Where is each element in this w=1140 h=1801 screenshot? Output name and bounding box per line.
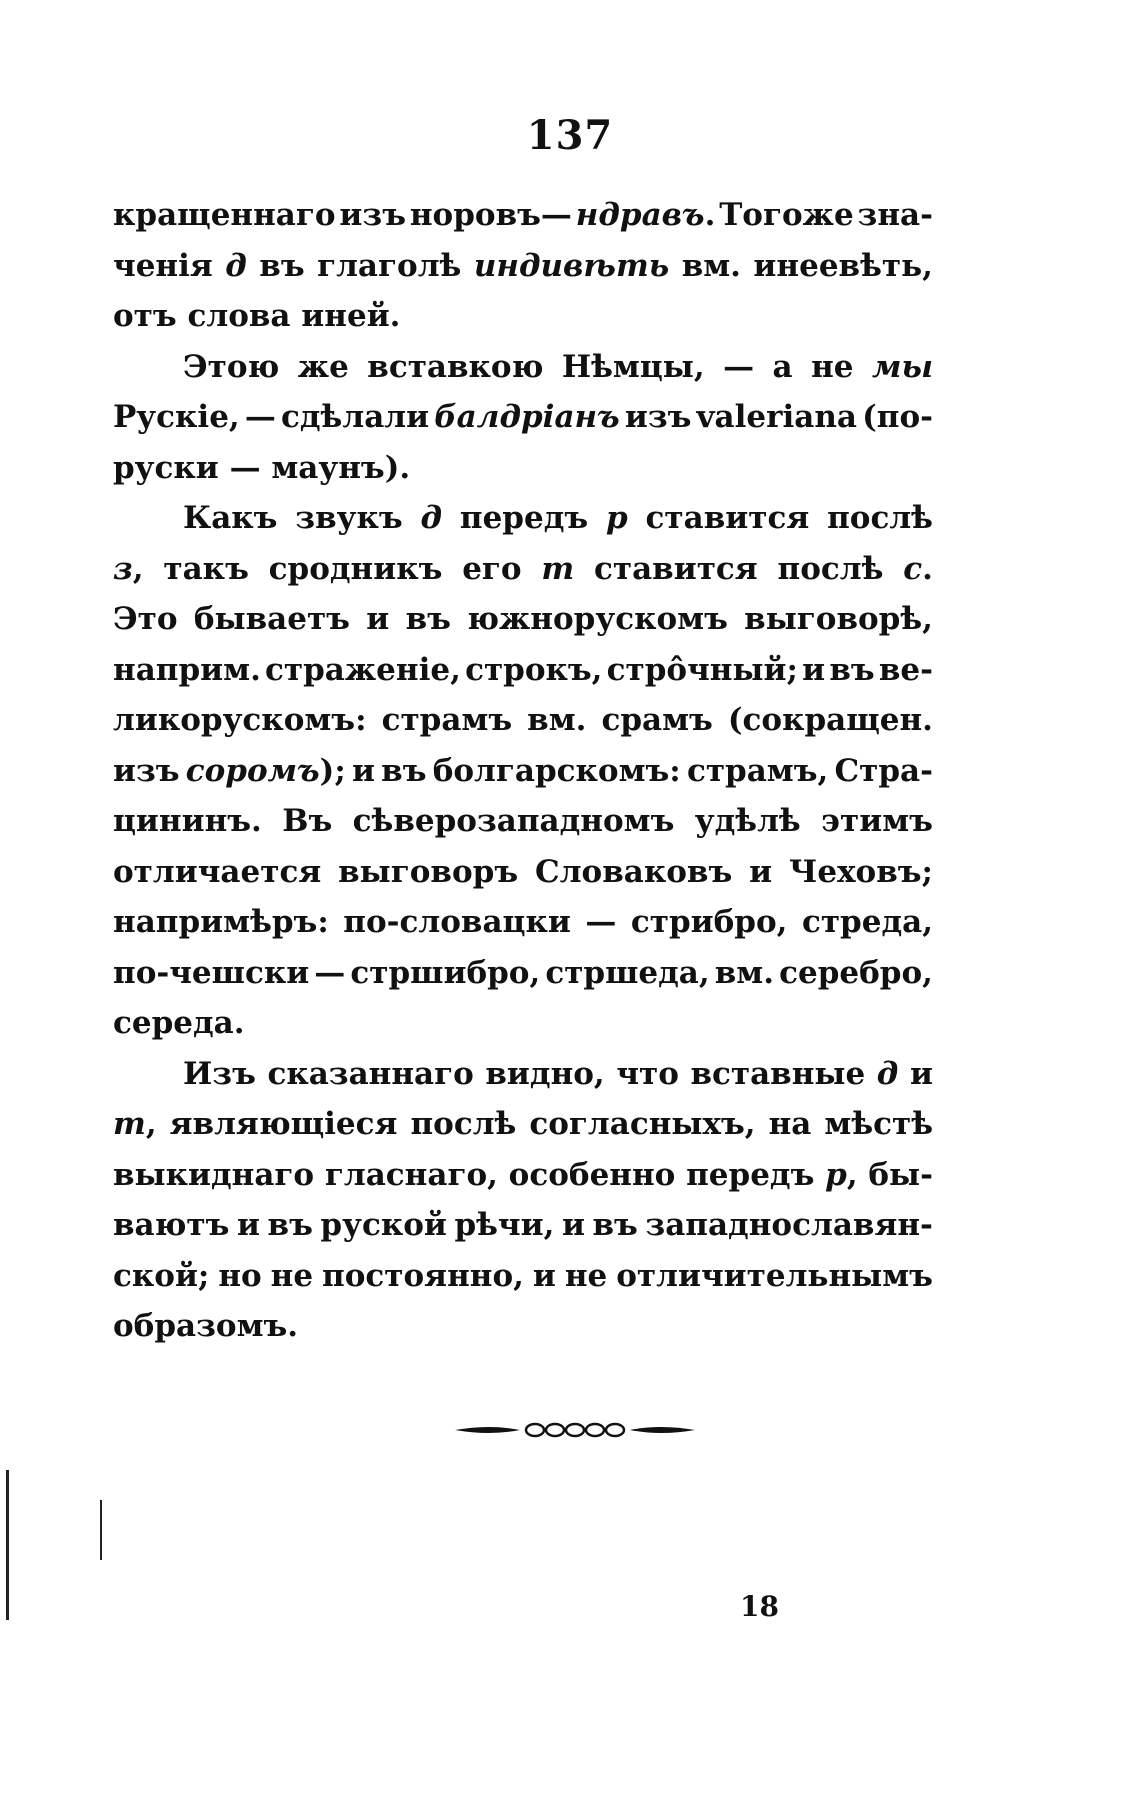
word: особенно xyxy=(508,1156,676,1193)
word: стреда, xyxy=(801,904,933,940)
word: стрибро, xyxy=(630,904,788,940)
word: южнорускомъ xyxy=(467,601,728,637)
word: мѣстѣ xyxy=(824,1106,933,1142)
word: (сокращен. xyxy=(727,702,933,738)
text-line xyxy=(113,1049,933,1100)
word: въ xyxy=(829,651,875,688)
word: не xyxy=(811,348,854,385)
word: глаголѣ xyxy=(317,247,462,284)
word: серебро, xyxy=(779,954,933,991)
word: изъ xyxy=(624,399,692,435)
word: цининъ. xyxy=(113,803,262,839)
word: а xyxy=(772,348,793,385)
word: инеевѣть, xyxy=(753,247,933,284)
word: выговорѣ, xyxy=(744,601,933,637)
word: изъ xyxy=(113,752,180,789)
word: отличительнымъ xyxy=(616,1257,933,1294)
word: норовъ— xyxy=(409,197,572,233)
word: являющіеся xyxy=(169,1106,398,1142)
text-line xyxy=(113,897,933,948)
word: выговоръ xyxy=(338,853,519,890)
word: стрôчный; xyxy=(606,651,798,688)
text-line xyxy=(113,190,933,241)
word: не xyxy=(564,1257,608,1294)
word: valeriana xyxy=(696,399,857,435)
word: видно, xyxy=(485,1055,605,1092)
word: напримѣръ: xyxy=(113,904,329,940)
text-line xyxy=(113,1200,933,1251)
word: — xyxy=(723,348,755,385)
signature-mark: 18 xyxy=(740,1590,779,1623)
word: стршибро, xyxy=(350,954,541,991)
word: Въ xyxy=(282,803,333,839)
word: и xyxy=(749,853,773,890)
word: соромъ); xyxy=(185,752,346,789)
word: Словаковъ xyxy=(535,853,733,890)
word: индивѣть xyxy=(473,247,670,284)
text-line xyxy=(113,796,933,847)
word: послѣ xyxy=(777,550,884,587)
word: гласнаго, xyxy=(324,1156,498,1193)
ornament-divider xyxy=(450,1418,700,1442)
word: такъ xyxy=(163,550,249,587)
word: ваютъ xyxy=(113,1207,230,1243)
word: — xyxy=(585,904,617,940)
word: т xyxy=(541,550,575,587)
word: рѣчи, xyxy=(454,1207,555,1243)
left-edge-mark xyxy=(6,1470,9,1620)
word: — xyxy=(314,954,346,991)
text-line xyxy=(113,695,933,746)
word: Чеховъ; xyxy=(789,853,933,890)
word: з, xyxy=(113,550,144,587)
word: страженіе, xyxy=(265,651,461,688)
word: д xyxy=(225,247,247,284)
word: по-словацки xyxy=(343,904,571,940)
word: Тогоже xyxy=(719,197,854,233)
word: въ xyxy=(267,1207,313,1243)
word: въ xyxy=(381,752,427,789)
text-line xyxy=(113,392,933,443)
text-line xyxy=(113,948,933,999)
word: зна- xyxy=(857,197,933,233)
word: удѣлѣ xyxy=(694,803,801,839)
text-line xyxy=(113,1099,933,1150)
word: мы xyxy=(871,348,933,385)
word: западнославян- xyxy=(645,1207,933,1243)
word: д xyxy=(876,1055,899,1092)
word: и xyxy=(236,1207,260,1243)
word: послѣ xyxy=(410,1106,517,1142)
word: Какъ xyxy=(183,500,278,536)
word: стршеда, xyxy=(545,954,710,991)
word: но xyxy=(218,1257,262,1294)
word: согласныхъ, xyxy=(529,1106,756,1142)
text-line xyxy=(113,1150,933,1201)
word: передъ xyxy=(686,1156,815,1193)
word: не xyxy=(270,1257,314,1294)
word: и xyxy=(802,651,826,688)
word: балдріанъ xyxy=(434,399,620,435)
word: ставится xyxy=(645,500,810,536)
word: на xyxy=(768,1106,812,1142)
word: сѣверозападномъ xyxy=(352,803,675,839)
text-run: отъ слова иней. xyxy=(113,298,401,334)
body-text xyxy=(113,190,933,1352)
word: наприм. xyxy=(113,651,261,688)
text-line xyxy=(113,1251,933,1302)
word: ве- xyxy=(878,651,933,688)
word: и xyxy=(366,601,390,637)
text-line xyxy=(113,493,933,544)
word: и xyxy=(532,1257,556,1294)
text-line xyxy=(113,998,933,1049)
text-line xyxy=(113,645,933,696)
word: и xyxy=(909,1055,933,1092)
word: Стра- xyxy=(834,752,933,789)
word: ченія xyxy=(113,247,213,284)
word: Рускіе, xyxy=(113,399,240,435)
text-line xyxy=(113,342,933,393)
word: (по- xyxy=(862,399,933,435)
word: ставится xyxy=(594,550,758,587)
word: отличается xyxy=(113,853,322,890)
text-line xyxy=(113,746,933,797)
word: д xyxy=(420,500,443,536)
word: въ xyxy=(405,601,451,637)
text-run: середа. xyxy=(113,1005,245,1041)
word: т, xyxy=(113,1106,157,1142)
word: вставкою xyxy=(367,348,544,385)
word: ликорускомъ: xyxy=(113,702,367,738)
word: вм. xyxy=(527,702,587,738)
word: — xyxy=(244,399,276,435)
page-number: 137 xyxy=(526,112,614,159)
word: звукъ xyxy=(295,500,403,536)
word: страмъ, xyxy=(686,752,829,789)
word: же xyxy=(297,348,349,385)
word: сдѣлали xyxy=(281,399,430,435)
word: въ xyxy=(259,247,305,284)
word: Этою xyxy=(183,348,280,385)
word: бы- xyxy=(868,1156,933,1193)
text-line xyxy=(113,241,933,292)
word: строкъ, xyxy=(465,651,603,688)
text-line xyxy=(113,443,933,494)
left-edge-mark-small xyxy=(100,1500,102,1560)
word: бываетъ xyxy=(193,601,350,637)
word: послѣ xyxy=(827,500,933,536)
word: вм. xyxy=(714,954,775,991)
word: р, xyxy=(825,1156,858,1193)
word: ндравъ. xyxy=(575,197,716,233)
word: что xyxy=(616,1055,679,1092)
word: р xyxy=(606,500,628,536)
word: с. xyxy=(903,550,933,587)
word: руской xyxy=(320,1207,447,1243)
word: передъ xyxy=(459,500,589,536)
text-line xyxy=(113,594,933,645)
word: вставные xyxy=(690,1055,866,1092)
word: страмъ xyxy=(381,702,513,738)
word: этимъ xyxy=(821,803,933,839)
text-run: руски — маунъ). xyxy=(113,449,411,486)
word: выкиднаго xyxy=(113,1156,315,1193)
word: сказаннаго xyxy=(267,1055,474,1092)
word: постоянно, xyxy=(322,1257,524,1294)
word: Это xyxy=(113,601,178,637)
word: срамъ xyxy=(601,702,713,738)
text-run: образомъ. xyxy=(113,1308,299,1344)
word: его xyxy=(462,550,522,587)
word: вм. xyxy=(681,247,741,284)
text-line xyxy=(113,847,933,898)
text-line xyxy=(113,291,933,342)
word: болгарскомъ: xyxy=(432,752,681,789)
text-line xyxy=(113,544,933,595)
word: изъ xyxy=(339,197,406,233)
word: и xyxy=(351,752,375,789)
word: Нѣмцы, xyxy=(561,348,705,385)
word: ской; xyxy=(113,1257,210,1294)
word: сродникъ xyxy=(268,550,443,587)
word: Изъ xyxy=(183,1055,256,1092)
word: въ xyxy=(592,1207,638,1243)
word: и xyxy=(561,1207,585,1243)
text-line xyxy=(113,1301,933,1352)
word: по-чешски xyxy=(113,954,310,991)
word: кращеннаго xyxy=(113,197,336,233)
